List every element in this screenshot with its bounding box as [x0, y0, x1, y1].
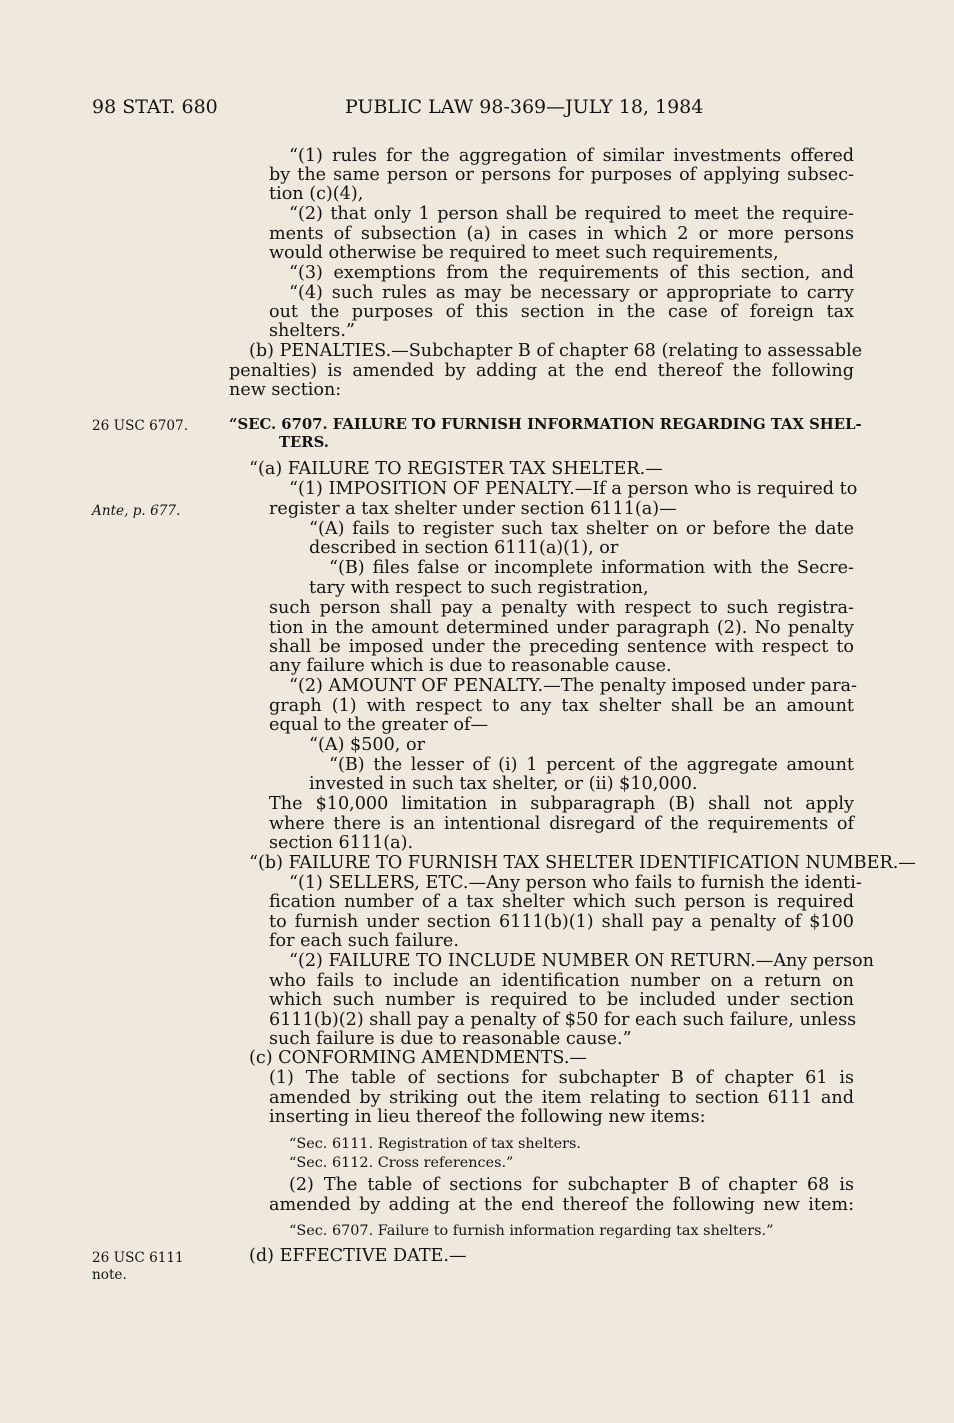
- text-line: “(B) the lesser of (i) 1 percent of the aggregate amount: [329, 755, 854, 775]
- text-line: tion in the amount determined under paragraph (2). No penalty: [269, 618, 854, 638]
- margin-note: Ante, p. 677.: [92, 503, 181, 519]
- text-line: “(3) exemptions from the requirements of this section, and: [289, 263, 854, 283]
- table-entry: “Sec. 6707. Failure to furnish information regarding tax shelters.”: [289, 1223, 774, 1239]
- section-heading: “SEC. 6707. FAILURE TO FURNISH INFORMATION REGARDING TAX SHEL-: [229, 416, 862, 433]
- text-line: which such number is required to be included under section: [269, 990, 854, 1010]
- text-line: (1) The table of sections for subchapter B of chapter 61 is: [269, 1068, 854, 1088]
- text-line: fication number of a tax shelter which such person is required: [269, 892, 854, 912]
- text-line: where there is an intentional disregard of the requirements of: [269, 814, 854, 834]
- text-line: (b) PENALTIES.—Subchapter B of chapter 68 (relating to assessable: [249, 341, 863, 361]
- text-line: graph (1) with respect to any tax shelter shall be an amount: [269, 696, 854, 716]
- text-line: penalties) is amended by adding at the end thereof the following: [229, 361, 854, 381]
- text-line: (c) CONFORMING AMENDMENTS.—: [249, 1048, 588, 1068]
- text-line: “(A) fails to register such tax shelter on or before the date: [309, 519, 854, 539]
- text-line: who fails to include an identification number on a return on: [269, 971, 854, 991]
- text-line: shall be imposed under the preceding sentence with respect to: [269, 637, 854, 657]
- text-line: “(a) FAILURE TO REGISTER TAX SHELTER.—: [249, 459, 663, 479]
- text-line: ments of subsection (a) in cases in which 2 or more persons: [269, 224, 854, 244]
- text-line: such person shall pay a penalty with respect to such registra-: [269, 598, 854, 618]
- section-heading: TERS.: [279, 434, 329, 451]
- text-line: 6111(b)(2) shall pay a penalty of $50 for each such failure, unless: [269, 1010, 857, 1030]
- margin-note: 26 USC 6707.: [92, 418, 189, 434]
- text-line: amended by adding at the end thereof the following new item:: [269, 1195, 854, 1215]
- text-line: inserting in lieu thereof the following new items:: [269, 1107, 706, 1127]
- margin-note: 26 USC 6111: [92, 1250, 184, 1266]
- text-line: new section:: [229, 380, 342, 400]
- text-line: any failure which is due to reasonable cause.: [269, 656, 672, 676]
- text-line: shelters.”: [269, 321, 355, 341]
- text-line: (2) The table of sections for subchapter B of chapter 68 is: [289, 1175, 854, 1195]
- text-line: “(A) $500, or: [309, 735, 425, 755]
- text-line: (d) EFFECTIVE DATE.—: [249, 1246, 467, 1266]
- text-line: would otherwise be required to meet such requirements,: [269, 243, 779, 263]
- text-line: “(4) such rules as may be necessary or appropriate to carry: [289, 283, 854, 303]
- margin-note: note.: [92, 1267, 127, 1283]
- text-line: by the same person or persons for purposes of applying subsec-: [269, 165, 854, 185]
- text-line: “(2) that only 1 person shall be required to meet the require-: [289, 204, 854, 224]
- text-line: “(1) rules for the aggregation of similar investments offered: [289, 146, 854, 166]
- text-line: The $10,000 limitation in subparagraph (B) shall not apply: [269, 794, 854, 814]
- text-line: such failure is due to reasonable cause.”: [269, 1029, 632, 1049]
- text-line: amended by striking out the item relating to section 6111 and: [269, 1088, 854, 1108]
- text-line: tion (c)(4),: [269, 184, 364, 204]
- table-entry: “Sec. 6112. Cross references.”: [289, 1155, 514, 1171]
- text-line: tary with respect to such registration,: [309, 578, 649, 598]
- text-line: out the purposes of this section in the case of foreign tax: [269, 302, 854, 322]
- table-entry: “Sec. 6111. Registration of tax shelters.: [289, 1136, 581, 1152]
- text-line: “(2) FAILURE TO INCLUDE NUMBER ON RETURN.—Any person: [289, 951, 874, 971]
- text-line: register a tax shelter under section 6111(a)—: [269, 499, 677, 519]
- page-citation: 98 STAT. 680: [92, 96, 218, 118]
- text-line: for each such failure.: [269, 931, 459, 951]
- text-line: described in section 6111(a)(1), or: [309, 538, 619, 558]
- text-line: invested in such tax shelter, or (ii) $10,000.: [309, 774, 698, 794]
- text-line: “(b) FAILURE TO FURNISH TAX SHELTER IDENTIFICATION NUMBER.—: [249, 853, 916, 873]
- text-line: “(B) files false or incomplete information with the Secre-: [329, 558, 854, 578]
- text-line: section 6111(a).: [269, 833, 414, 853]
- page-title: PUBLIC LAW 98-369—JULY 18, 1984: [345, 96, 704, 118]
- text-line: “(1) IMPOSITION OF PENALTY.—If a person who is required to: [289, 479, 858, 499]
- text-line: equal to the greater of—: [269, 715, 489, 735]
- text-line: to furnish under section 6111(b)(1) shall pay a penalty of $100: [269, 912, 854, 932]
- text-line: “(2) AMOUNT OF PENALTY.—The penalty imposed under para-: [289, 676, 857, 696]
- text-line: “(1) SELLERS, ETC.—Any person who fails to furnish the identi-: [289, 873, 862, 893]
